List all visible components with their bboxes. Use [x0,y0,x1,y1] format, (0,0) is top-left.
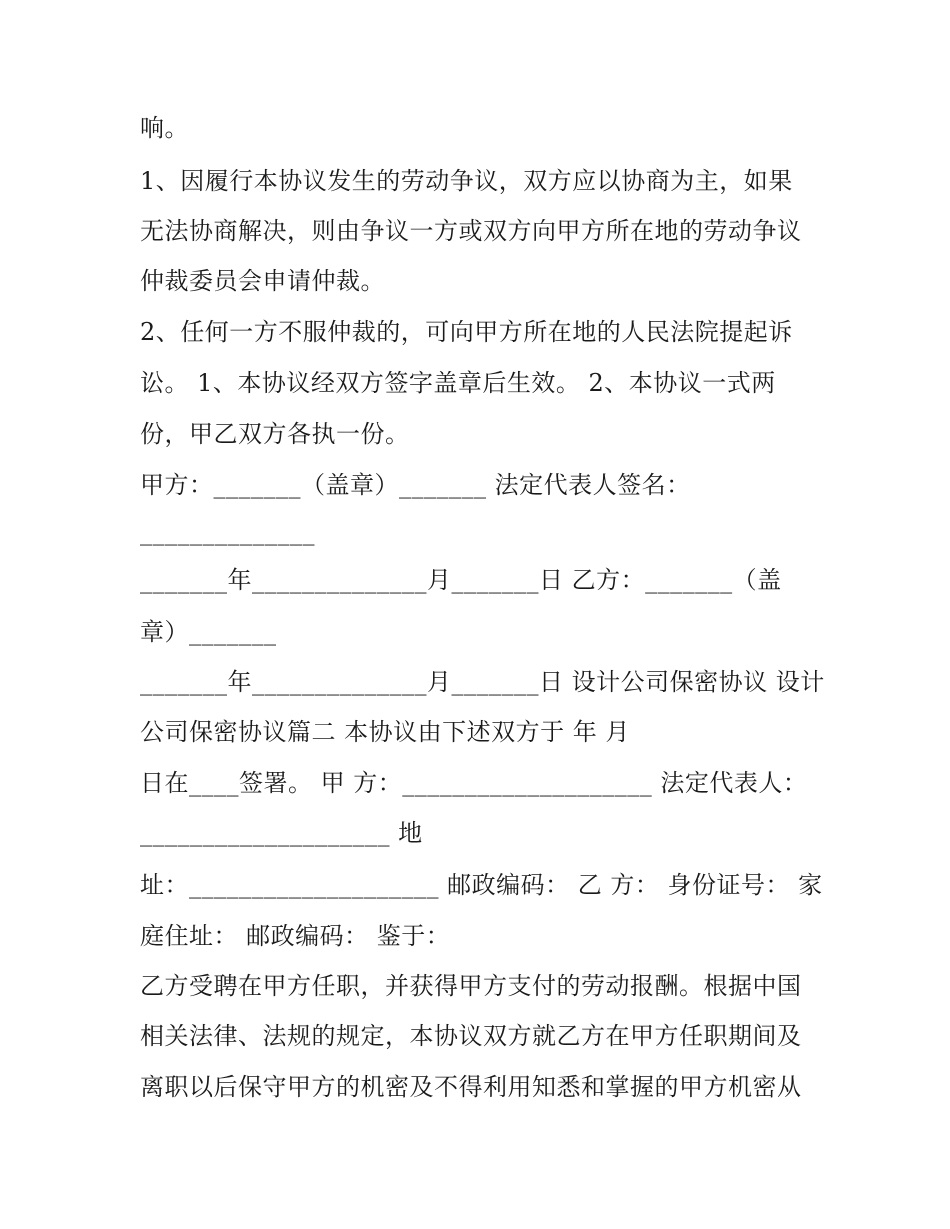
date-line: _______年______________月_______日 乙方：_______（盖 [140,566,782,594]
text-line: 乙方受聘在甲方任职，并获得甲方支付的劳动报酬。根据中国 [140,972,802,1000]
text-line: 离职以后保守甲方的机密及不得利用知悉和掌握的甲方机密从 [140,1073,802,1101]
blank-line: ______________ [140,518,315,546]
date-line: _______年______________月_______日 设计公司保密协议 设计 [140,668,825,696]
text-line: 址：____________________ 邮政编码： 乙 方： 身份证号： 家 [140,871,823,899]
text-line: 2、任何一方不服仲裁的，可向甲方所在地的人民法院提起诉 [140,318,793,346]
text-line: 庭住址： 邮政编码： 鉴于： [140,922,451,950]
blank-line: ____________________ 地 [140,819,423,847]
text-line: 无法协商解决，则由争议一方或双方向甲方所在地的劳动争议 [140,217,802,245]
text-line: 响。 [140,114,189,142]
text-line: 份，甲乙双方各执一份。 [140,420,410,448]
text-line: 仲裁委员会申请仲裁。 [140,267,385,295]
text-line: 公司保密协议篇二 本协议由下述双方于 年 月 [140,718,630,746]
text-line: 相关法律、法规的规定，本协议双方就乙方在甲方任职期间及 [140,1022,802,1050]
text-line: 章）_______ [140,618,277,646]
signature-line-party-a: 甲方：_______（盖章）_______ 法定代表人签名： [140,471,691,499]
text-line: 1、因履行本协议发生的劳动争议，双方应以协商为主，如果 [140,167,793,195]
text-line: 讼。 1、本协议经双方签字盖章后生效。 2、本协议一式两 [140,369,776,397]
text-line: 日在____签署。 甲 方：____________________ 法定代表人： [140,769,808,797]
